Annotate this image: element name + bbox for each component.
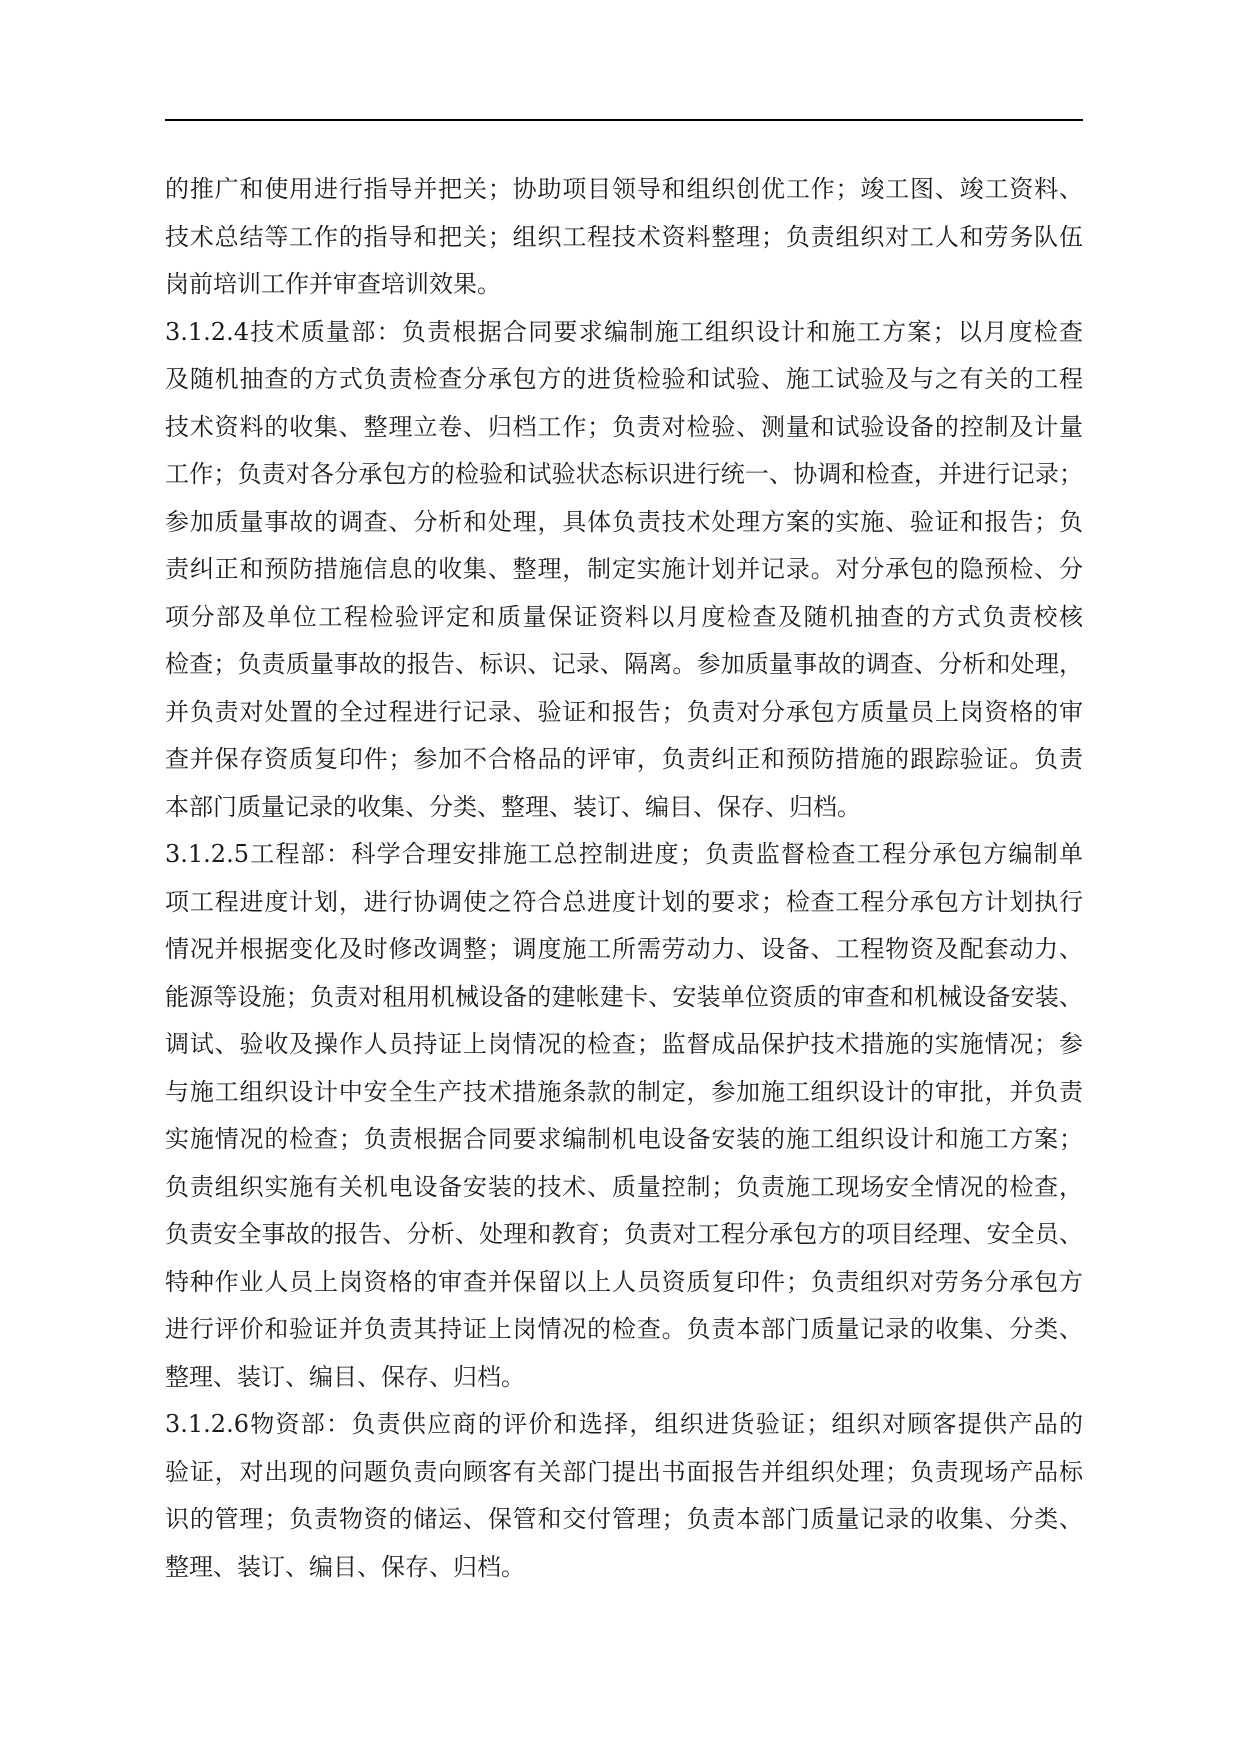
text-line: 的推广和使用进行指导并把关；协助项目领导和组织创优工作；竣工图、竣工资料、 <box>165 175 1083 203</box>
text-line: 识的管理；负责物资的储运、保管和交付管理；负责本部门质量记录的收集、分类、 <box>165 1505 1083 1533</box>
text-line: 项分部及单位工程检验评定和质量保证资料以月度检查及随机抽查的方式负责校核 <box>165 602 1083 631</box>
text-line: 项工程进度计划，进行协调使之符合总进度计划的要求；检查工程分承包方计划执行 <box>165 887 1083 916</box>
text-line: 验证，对出现的问题负责向顾客有关部门提出书面报告并组织处理；负责现场产品标 <box>165 1457 1083 1486</box>
text-line: 整理、装订、编目、保存、归档。 <box>165 1552 525 1581</box>
header-rule <box>165 119 1083 121</box>
text-line: 实施情况的检查；负责根据合同要求编制机电设备安装的施工组织设计和施工方案； <box>165 1125 1083 1153</box>
text-line: 技术总结等工作的指导和把关；组织工程技术资料整理；负责组织对工人和劳务队伍 <box>165 222 1083 251</box>
text-line: 责纠正和预防措施信息的收集、整理，制定实施计划并记录。对分承包的隐预检、分 <box>165 555 1083 583</box>
text-line: 3.1.2.4技术质量部：负责根据合同要求编制施工组织设计和施工方案；以月度检查 <box>165 317 1083 346</box>
text-line: 技术资料的收集、整理立卷、归档工作；负责对检验、测量和试验设备的控制及计量 <box>165 412 1083 441</box>
text-line: 调试、验收及操作人员持证上岗情况的检查；监督成品保护技术措施的实施情况；参 <box>165 1030 1083 1058</box>
text-line: 负责组织实施有关机电设备安装的技术、质量控制；负责施工现场安全情况的检查， <box>165 1172 1083 1201</box>
text-line: 特种作业人员上岗资格的审查并保留以上人员资质复印件；负责组织对劳务分承包方 <box>165 1267 1083 1296</box>
text-line: 检查；负责质量事故的报告、标识、记录、隔离。参加质量事故的调查、分析和处理， <box>165 650 1083 678</box>
text-line: 进行评价和验证并负责其持证上岗情况的检查。负责本部门质量记录的收集、分类、 <box>165 1315 1083 1343</box>
text-line: 整理、装订、编目、保存、归档。 <box>165 1362 525 1391</box>
text-line: 3.1.2.6物资部：负责供应商的评价和选择，组织进货验证；组织对顾客提供产品的 <box>165 1410 1083 1438</box>
document-body <box>165 166 1083 1591</box>
text-line: 3.1.2.5工程部：科学合理安排施工总控制进度；负责监督检查工程分承包方编制单 <box>165 840 1083 868</box>
text-line: 并负责对处置的全过程进行记录、验证和报告；负责对分承包方质量员上岗资格的审 <box>165 697 1083 726</box>
text-line: 查并保存资质复印件；参加不合格品的评审，负责纠正和预防措施的跟踪验证。负责 <box>165 745 1083 773</box>
text-line: 及随机抽查的方式负责检查分承包方的进货检验和试验、施工试验及与之有关的工程 <box>165 365 1083 393</box>
text-line: 工作；负责对各分承包方的检验和试验状态标识进行统一、协调和检查，并进行记录； <box>165 460 1083 488</box>
text-line: 能源等设施；负责对租用机械设备的建帐建卡、安装单位资质的审查和机械设备安装、 <box>165 982 1083 1011</box>
text-line: 情况并根据变化及时修改调整；调度施工所需劳动力、设备、工程物资及配套动力、 <box>165 935 1083 963</box>
text-line: 岗前培训工作并审查培训效果。 <box>165 270 501 298</box>
text-line: 参加质量事故的调查、分析和处理，具体负责技术处理方案的实施、验证和报告；负 <box>165 507 1083 536</box>
text-line: 与施工组织设计中安全生产技术措施条款的制定，参加施工组织设计的审批，并负责 <box>165 1077 1083 1106</box>
text-line: 本部门质量记录的收集、分类、整理、装订、编目、保存、归档。 <box>165 792 861 821</box>
text-line: 负责安全事故的报告、分析、处理和教育；负责对工程分承包方的项目经理、安全员、 <box>165 1220 1083 1248</box>
